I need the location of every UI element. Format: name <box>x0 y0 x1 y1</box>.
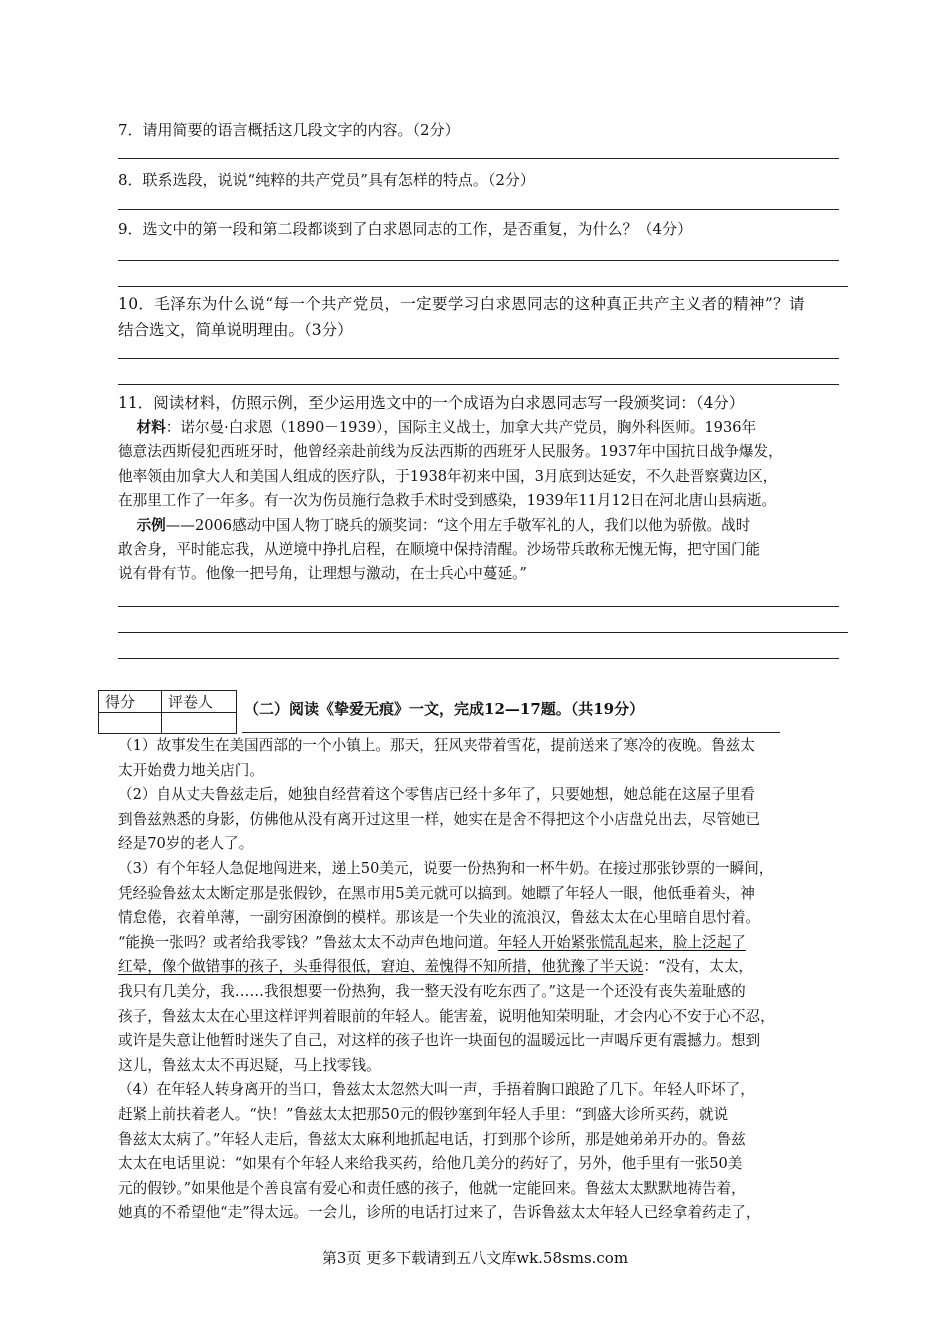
story-line: 鲁兹太太病了。”年轻人走后，鲁兹太太麻利地抓起电话，打到那个诊所，那是她弟弟开办的。鲁兹 <box>118 1130 746 1148</box>
question-10 <box>118 291 863 343</box>
underlined-sentence: 年轻人开始紧张慌乱起来，脸上泛起了 <box>497 933 746 951</box>
story-line: 凭经验鲁兹太太断定那是张假钞，在黑市用5美元就可以搞到。她瞟了年轻人一眼，他低垂着头，神 <box>118 884 755 902</box>
underlined-sentence: 红晕，像个做错事的孩子，头垂得很低，窘迫、羞愧得不知所措，他犹豫了半天说 <box>118 958 644 976</box>
story-line <box>118 931 870 956</box>
story-text: ：“没有，太太， <box>643 958 754 976</box>
story-text: “能换一张吗？或者给我零钱？”鲁兹太太不动声色地问道。 <box>118 933 498 951</box>
story-line: （2）自从丈夫鲁兹走后，她独自经营着这个零售店已经十多年了，只要她想，她总能在这屋子里看 <box>118 786 755 804</box>
score-cell[interactable] <box>99 713 162 734</box>
question-9: 9．选文中的第一段和第二段都谈到了白求恩同志的工作，是否重复，为什么？（4分） <box>118 220 693 238</box>
story-line: 这儿，鲁兹太太不再迟疑，马上找零钱。 <box>118 1056 381 1074</box>
answer-line <box>118 209 839 210</box>
score-header: 得分 <box>99 691 162 713</box>
material-text: ：诺尔曼·白求恩（1890－1939），国际主义战士，加拿大共产党员，胸外科医师。1936年 <box>165 419 757 436</box>
story-line: 太太在电话里说：“如果有个年轻人来给我买药，给他几美分的药好了，另外，他手里有一张50美 <box>118 1155 743 1173</box>
answer-line <box>118 632 848 633</box>
grader-cell[interactable] <box>162 713 237 734</box>
answer-line <box>118 358 839 359</box>
question-7: 7．请用简要的语言概括这几段文字的内容。（2分） <box>118 121 460 139</box>
answer-line <box>118 286 848 287</box>
story-line: 太开始费力地关店门。 <box>118 761 264 779</box>
score-table <box>98 690 237 734</box>
story-line: （1）故事发生在美国西部的一个小镇上。那天，狂风夹带着雪花，提前送来了寒冷的夜晚。鲁兹太 <box>118 737 755 754</box>
answer-line <box>118 658 839 659</box>
grader-header: 评卷人 <box>162 691 237 713</box>
story-line: 她真的不希望他“走”得太远。一会儿，诊所的电话打过来了，告诉鲁兹太太年轻人已经拿着药走了， <box>118 1204 761 1222</box>
answer-line <box>118 606 839 607</box>
story-line: 情怠倦，衣着单薄，一副穷困潦倒的模样。那该是一个失业的流浪汉，鲁兹太太在心里暗自思忖着。 <box>118 909 761 927</box>
story-body <box>118 734 870 1226</box>
question-11: 11．阅读材料，仿照示例，至少运用选文中的一个成语为白求恩同志写一段颁奖词：（4分） <box>118 394 745 412</box>
material-line: 他率领由加拿大人和美国人组成的医疗队，于1938年初来中国，3月底到达延安，不久赴晋察冀边区， <box>118 467 778 485</box>
question-10-line2: 结合选文，简单说明理由。（3分） <box>118 321 353 339</box>
material-line: 德意法西斯侵犯西班牙时，他曾经亲赴前线为反法西斯的西班牙人民服务。1937年中国抗日战争爆发， <box>118 443 783 461</box>
story-line: （4）在年轻人转身离开的当口，鲁兹太太忽然大叫一声，手捂着胸口踉跄了几下。年轻人吓坏了， <box>118 1081 755 1099</box>
question-8: 8．联系选段，说说“纯粹的共产党员”具有怎样的特点。（2分） <box>118 171 535 189</box>
material-label: 材料 <box>136 419 166 436</box>
example-line: 敢舍身，平时能忘我，从逆境中挣扎启程，在顺境中保持清醒。沙场带兵敢称无愧无悔，把守国门能 <box>118 540 761 558</box>
story-line: （3）有个年轻人急促地闯进来，递上50美元，说要一份热狗和一杯牛奶。在接过那张钞票的一瞬间， <box>118 859 774 877</box>
material-line: 在那里工作了一年多。有一次为伤员施行急救手术时受到感染，1939年11月12日在河北唐山县病逝。 <box>118 492 777 510</box>
example-line <box>118 514 870 538</box>
story-line: 到鲁兹熟悉的身影，仿佛他从没有离开过这里一样，她实在是舍不得把这个小店盘兑出去，尽管她已 <box>118 810 761 828</box>
question-10-line1: 10．毛泽东为什么说“每一个共产党员，一定要学习白求恩同志的这种真正共产主义者的精神”？请 <box>118 295 805 313</box>
answer-line <box>118 384 839 385</box>
answer-line <box>118 260 839 261</box>
story-line: 我只有几美分，我……我很想要一份热狗，我一整天没有吃东西了。”这是一个还没有丧失羞耻感的 <box>118 982 746 1000</box>
story-line: 经是70岁的老人了。 <box>118 835 254 853</box>
answer-line <box>118 158 839 159</box>
example-text: ——2006感动中国人物丁晓兵的颁奖词：“这个用左手敬军礼的人，我们以他为骄傲。战时 <box>165 516 751 534</box>
story-line: 孩子，鲁兹太太在心里这样评判着眼前的年轻人。能害羞，说明他知荣明耻，才会内心不安于心不忍， <box>118 1007 775 1025</box>
material-line <box>118 416 870 440</box>
story-line: 元的假钞。”如果他是个善良富有爱心和责任感的孩子，他就一定能回来。鲁兹太太默默地祷告着， <box>118 1179 746 1197</box>
title-rule <box>242 732 780 733</box>
story-line: 或许是失意让他暂时迷失了自己，对这样的孩子也许一块面包的温暖远比一声喝斥更有震撼力。想到 <box>118 1032 761 1050</box>
example-label: 示例 <box>136 516 166 534</box>
page-footer: 第3页 更多下载请到五八文库wk.58sms.com <box>321 1249 629 1267</box>
example-line: 说有骨有节。他像一把号角，让理想与激动，在士兵心中蔓延。” <box>118 565 527 583</box>
story-line <box>118 955 870 980</box>
section-2-title: （二）阅读《挚爱无痕》一文，完成12—17题。（共19分） <box>244 700 645 718</box>
story-line: 赶紧上前扶着老人。“快！”鲁兹太太把那50元的假钞塞到年轻人手里：“到盛大诊所买药，就说 <box>118 1105 729 1123</box>
material-block <box>118 416 870 587</box>
